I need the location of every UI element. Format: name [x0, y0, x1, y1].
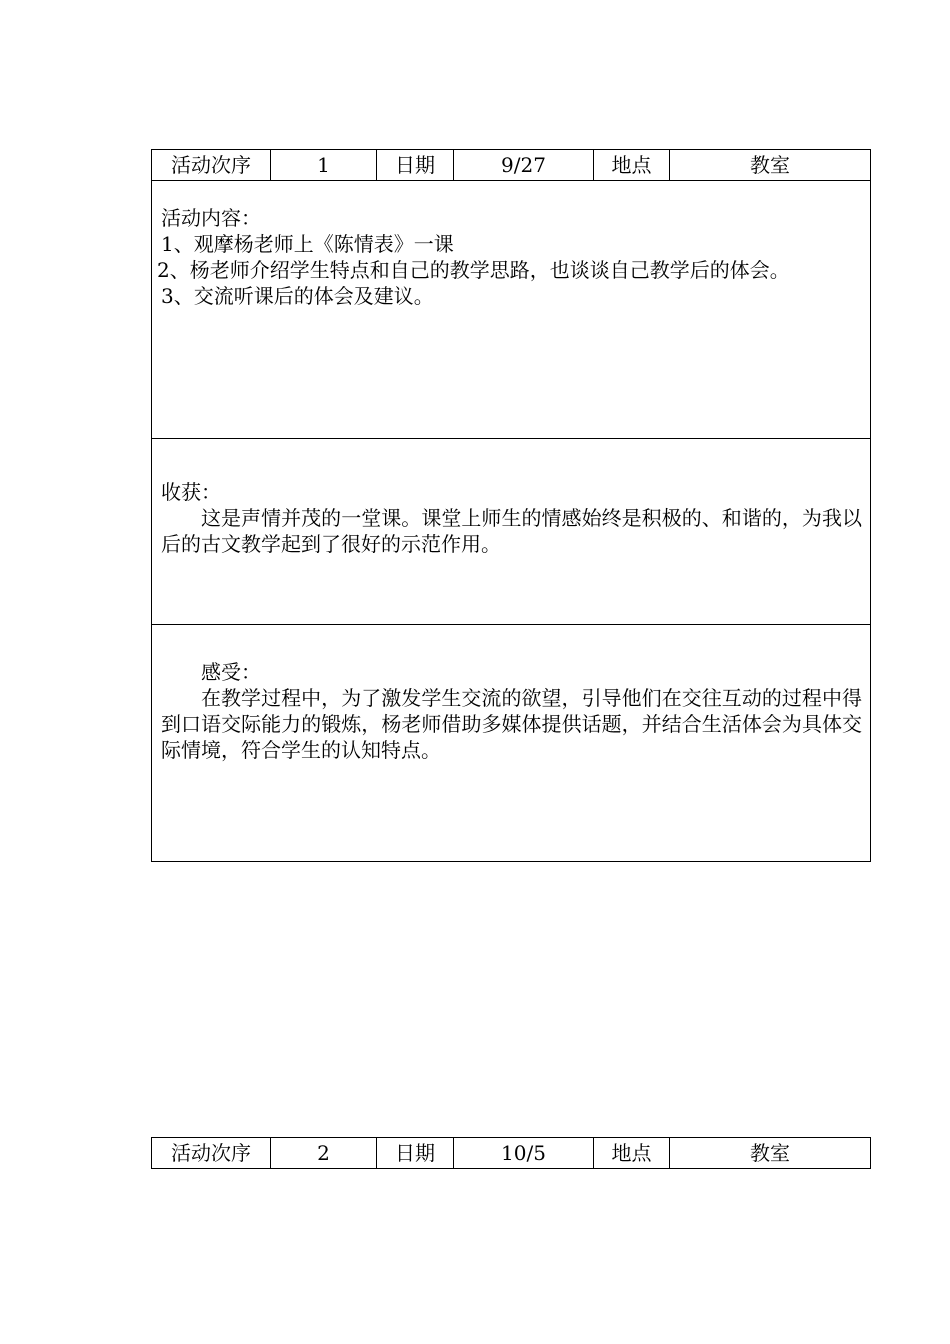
activity-record-table-2 [151, 1137, 871, 1169]
gains-cell [152, 439, 871, 625]
record-header-row [152, 1138, 871, 1169]
seq-label: 活动次序 [152, 1138, 271, 1169]
feelings-box [152, 625, 870, 861]
date-label: 日期 [377, 1138, 454, 1169]
place-label: 地点 [594, 1138, 670, 1169]
content-item-3: 3、交流听课后的体会及建议。 [161, 284, 434, 308]
content-box [152, 181, 870, 438]
record-header-row [152, 150, 871, 181]
content-row [152, 181, 871, 439]
content-item-1: 1、观摩杨老师上《陈情表》一课 [161, 232, 454, 256]
date-value: 9/27 [454, 150, 594, 181]
date-value: 10/5 [454, 1138, 594, 1169]
feelings-text: 在教学过程中，为了激发学生交流的欲望，引导他们在交往互动的过程中得到口语交际能力的锻炼，杨老师借助多媒体提供话题，并结合生活体会为具体交际情境，符合学生的认知特点。 [161, 686, 862, 762]
feelings-cell [152, 625, 871, 862]
gains-row [152, 439, 871, 625]
place-label: 地点 [594, 150, 670, 181]
date-label: 日期 [377, 150, 454, 181]
feelings-row [152, 625, 871, 862]
gains-title: 收获： [161, 480, 221, 504]
gains-box [152, 439, 870, 624]
content-cell [152, 181, 871, 439]
gains-text: 这是声情并茂的一堂课。课堂上师生的情感始终是积极的、和谐的，为我以后的古文教学起到了很好的示范作用。 [161, 506, 862, 556]
feelings-title: 感受： [201, 660, 261, 684]
seq-value: 1 [271, 150, 377, 181]
seq-label: 活动次序 [152, 150, 271, 181]
content-item-2: 2、杨老师介绍学生特点和自己的教学思路，也谈谈自己教学后的体会。 [157, 258, 790, 282]
content-title: 活动内容： [161, 206, 261, 230]
activity-record-table-1 [151, 149, 871, 862]
seq-value: 2 [271, 1138, 377, 1169]
place-value: 教室 [670, 150, 871, 181]
place-value: 教室 [670, 1138, 871, 1169]
